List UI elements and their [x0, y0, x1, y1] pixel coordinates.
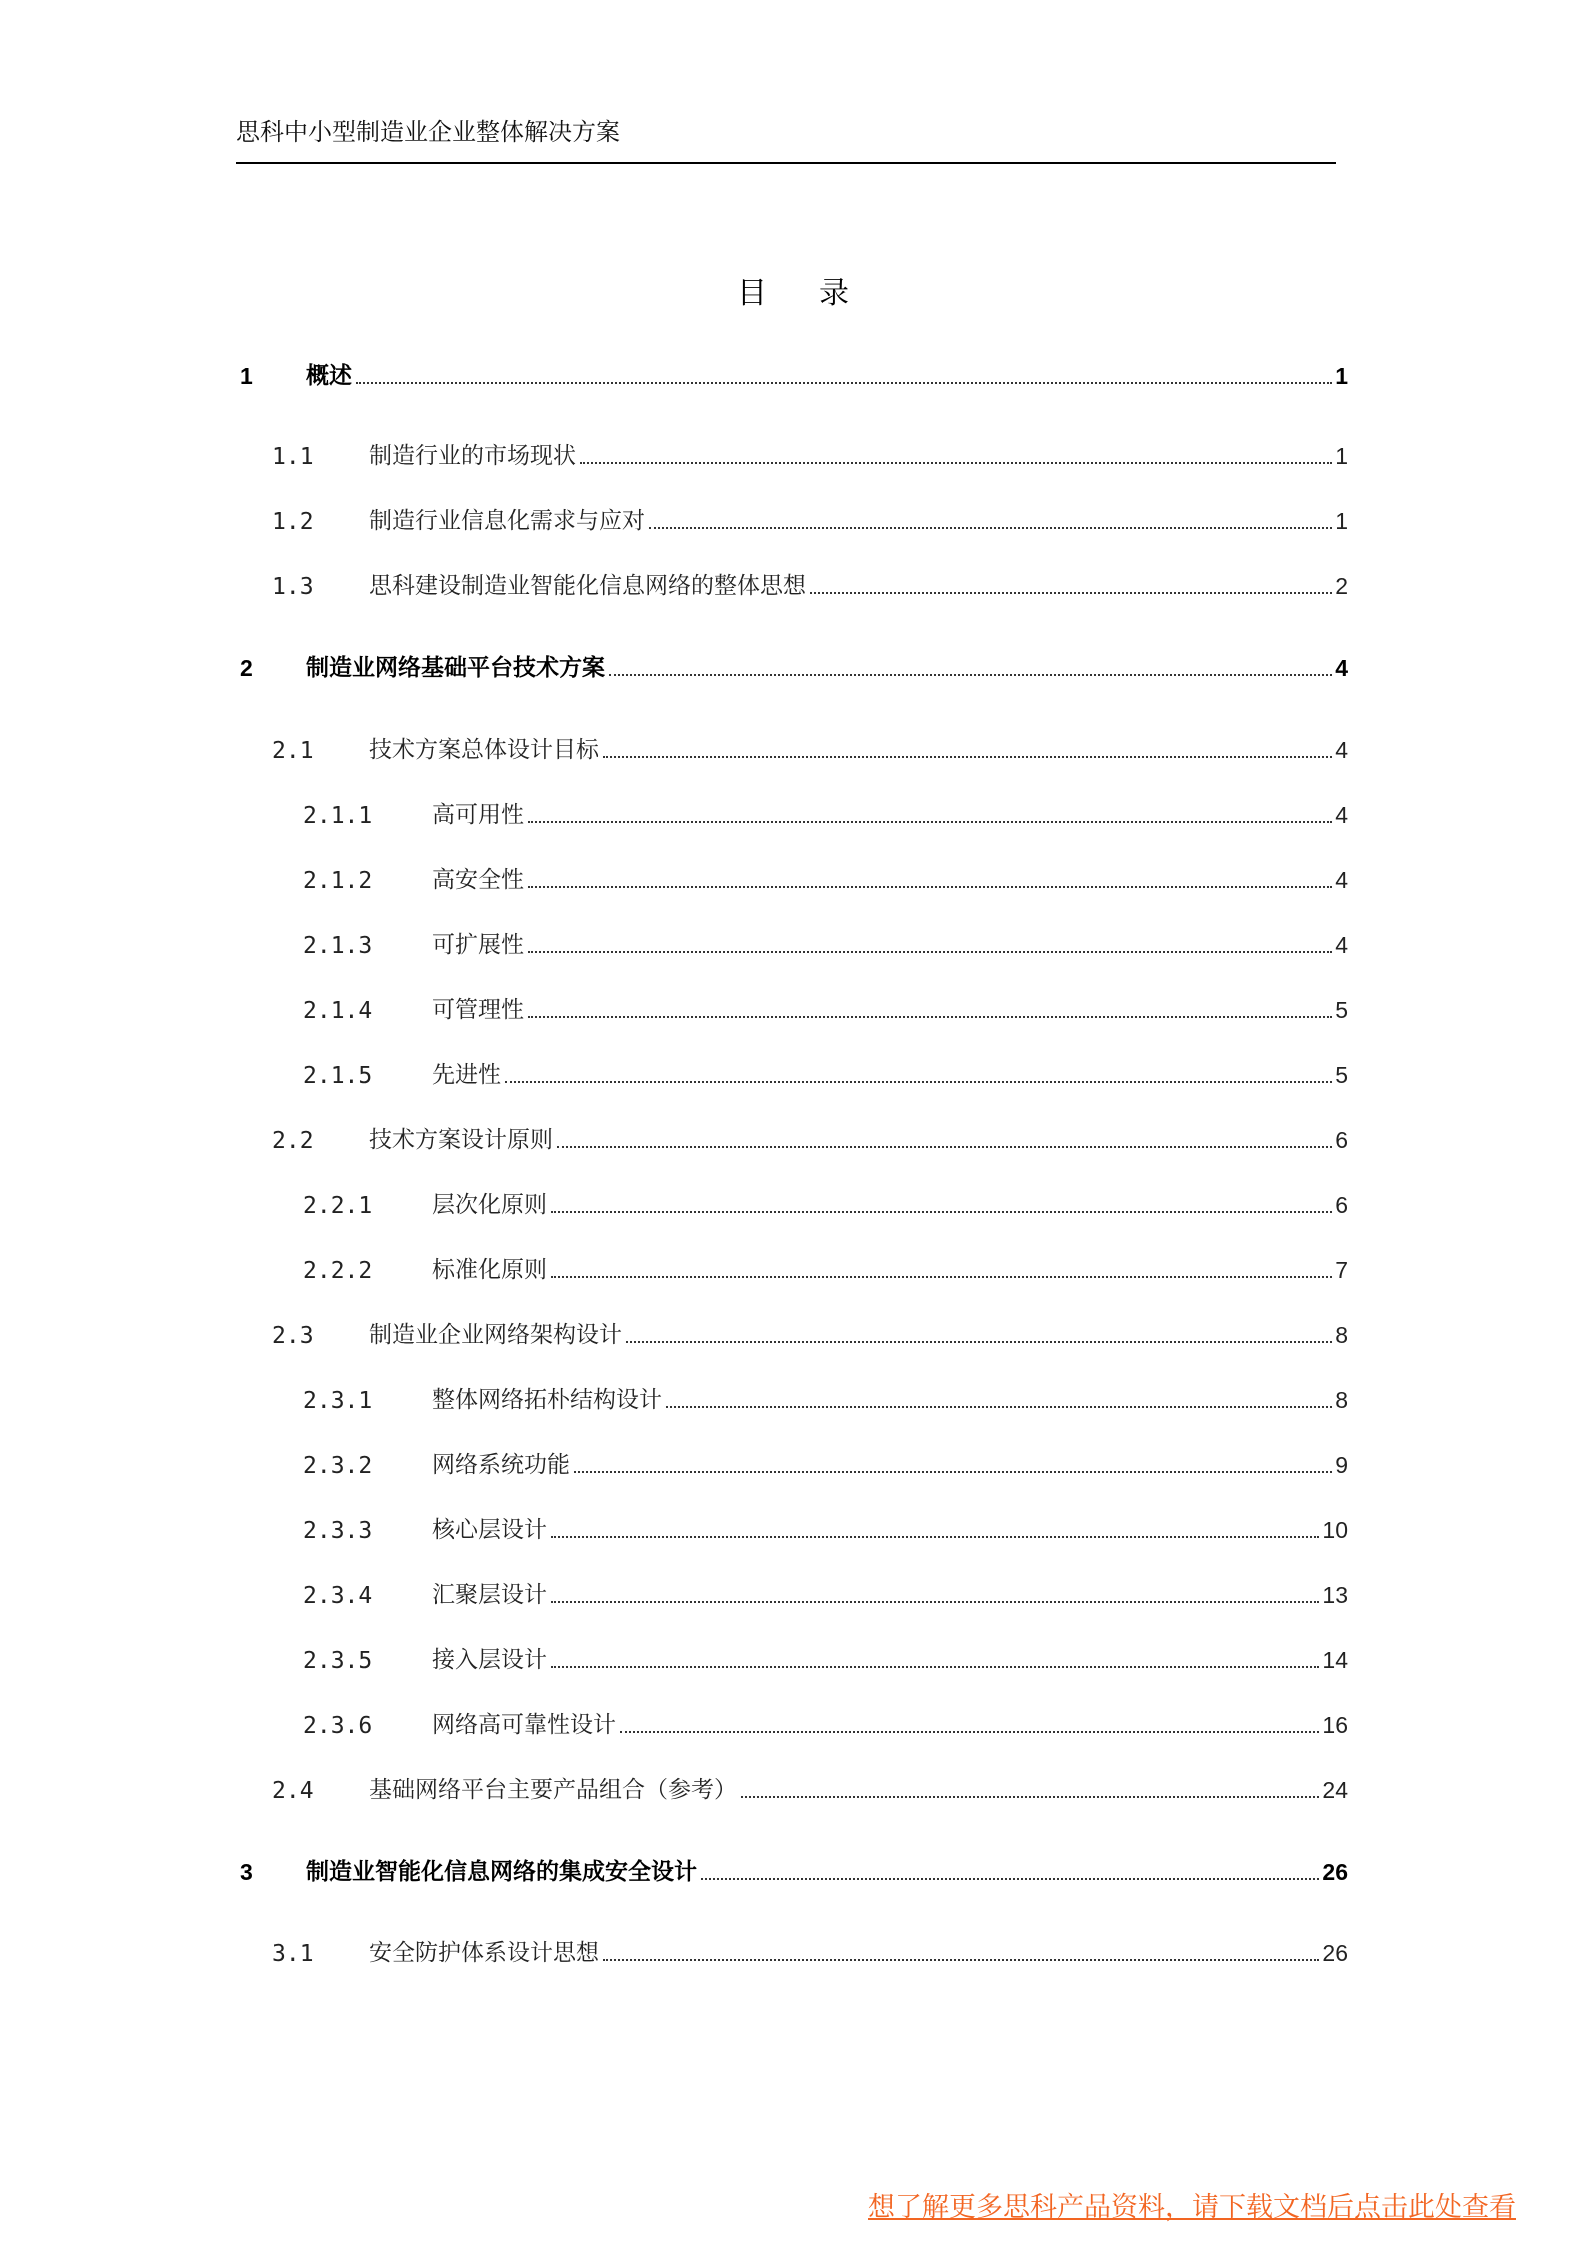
toc-entry-label[interactable]: 层次化原则	[432, 1192, 547, 1218]
toc-entry-page: 7	[1335, 1257, 1348, 1283]
toc-entry-number: 2.1.2	[303, 868, 373, 894]
dot-leader	[528, 1015, 1332, 1018]
dot-leader	[505, 1080, 1332, 1083]
toc-entry-label[interactable]: 技术方案总体设计目标	[369, 737, 599, 763]
dot-leader	[620, 1730, 1319, 1733]
toc-entry[interactable]	[236, 732, 1348, 766]
toc-entry-label[interactable]: 制造行业的市场现状	[369, 443, 576, 469]
toc-entry-page: 13	[1322, 1582, 1348, 1608]
toc-entry-page: 14	[1322, 1647, 1348, 1673]
toc-entry[interactable]	[236, 1057, 1348, 1091]
toc-entry-page: 1	[1335, 508, 1348, 534]
toc-entry[interactable]	[236, 1122, 1348, 1156]
toc-entry-body	[369, 1771, 1348, 1804]
toc-entry-label[interactable]: 标准化原则	[432, 1257, 547, 1283]
dot-leader	[603, 755, 1332, 758]
dot-leader	[649, 526, 1332, 529]
toc-entry-number: 1.3	[272, 574, 314, 600]
toc-entry[interactable]	[236, 1512, 1348, 1546]
toc-entry-page: 4	[1335, 867, 1348, 893]
dot-leader	[528, 950, 1332, 953]
toc-entry[interactable]	[236, 1577, 1348, 1611]
toc-entry-page: 5	[1335, 997, 1348, 1023]
toc-entry[interactable]	[236, 1187, 1348, 1221]
toc-entry-body	[369, 1121, 1348, 1154]
toc-entry-label[interactable]: 整体网络拓朴结构设计	[432, 1387, 662, 1413]
download-promo-link[interactable]: 想了解更多思科产品资料，请下载文档后点击此处查看	[868, 2192, 1516, 2223]
dot-leader	[701, 1877, 1319, 1880]
toc-entry-body	[432, 1381, 1348, 1414]
toc-entry-number: 2.1.5	[303, 1063, 373, 1089]
dot-leader	[551, 1600, 1319, 1603]
toc-entry-page: 5	[1335, 1062, 1348, 1088]
toc-entry-label[interactable]: 可管理性	[432, 997, 524, 1023]
toc-entry-page: 24	[1322, 1777, 1348, 1803]
toc-entry-label[interactable]: 高安全性	[432, 867, 524, 893]
toc-entry[interactable]	[236, 568, 1348, 602]
toc-entry-number: 2.3.3	[303, 1518, 373, 1544]
toc-entry-body	[306, 357, 1348, 390]
toc-entry-page: 1	[1335, 363, 1348, 389]
toc-entry[interactable]	[236, 650, 1348, 684]
toc-entry[interactable]	[236, 1707, 1348, 1741]
toc-entry-body	[369, 1934, 1348, 1967]
toc-entry-number: 2.1.4	[303, 998, 373, 1024]
toc-entry-number: 1.1	[272, 444, 314, 470]
dot-leader	[528, 885, 1332, 888]
toc-entry-body	[432, 926, 1348, 959]
dot-leader	[741, 1795, 1319, 1798]
dot-leader	[551, 1535, 1319, 1538]
dot-leader	[574, 1470, 1332, 1473]
toc-entry[interactable]	[236, 1252, 1348, 1286]
toc-entry[interactable]	[236, 1317, 1348, 1351]
toc-title	[0, 268, 1586, 312]
toc-entry-number: 2.1.1	[303, 803, 373, 829]
toc-entry[interactable]	[236, 1447, 1348, 1481]
toc-entry-number: 2.1.3	[303, 933, 373, 959]
toc-entry-body	[369, 437, 1348, 470]
toc-entry[interactable]	[236, 1935, 1348, 1969]
toc-entry-body	[306, 1853, 1348, 1886]
toc-entry-page: 6	[1335, 1127, 1348, 1153]
dot-leader	[551, 1275, 1332, 1278]
toc-entry-page: 26	[1322, 1940, 1348, 1966]
toc-entry[interactable]	[236, 927, 1348, 961]
toc-entry-number: 2.1	[272, 738, 314, 764]
toc-entry-label[interactable]: 可扩展性	[432, 932, 524, 958]
toc-entry-body	[432, 1511, 1348, 1544]
toc-entry-label[interactable]: 制造业网络基础平台技术方案	[306, 655, 605, 681]
toc-entry-body	[432, 1446, 1348, 1479]
dot-leader	[551, 1665, 1319, 1668]
toc-entry-label[interactable]: 安全防护体系设计思想	[369, 1940, 599, 1966]
toc-entry-body	[369, 567, 1348, 600]
toc-entry-label[interactable]: 高可用性	[432, 802, 524, 828]
toc-entry-label[interactable]: 制造业智能化信息网络的集成安全设计	[306, 1859, 697, 1885]
toc-entry[interactable]	[236, 1854, 1348, 1888]
toc-entry[interactable]	[236, 503, 1348, 537]
toc-entry[interactable]	[236, 1642, 1348, 1676]
toc-entry-number: 2.2.2	[303, 1258, 373, 1284]
toc-title-char-1: 目	[737, 276, 767, 311]
dot-leader	[580, 461, 1332, 464]
toc-entry[interactable]	[236, 1382, 1348, 1416]
toc-entry-label[interactable]: 概述	[306, 363, 352, 389]
toc-entry-number: 1.2	[272, 509, 314, 535]
toc-entry-number: 2.2.1	[303, 1193, 373, 1219]
toc-entry[interactable]	[236, 992, 1348, 1026]
toc-entry-number: 2.3.1	[303, 1388, 373, 1414]
toc-entry-label[interactable]: 制造业企业网络架构设计	[369, 1322, 622, 1348]
toc-entry-page: 9	[1335, 1452, 1348, 1478]
toc-entry-number: 2.3.6	[303, 1713, 373, 1739]
toc-entry-body	[432, 991, 1348, 1024]
dot-leader	[626, 1340, 1332, 1343]
toc-entry-number: 2.4	[272, 1778, 314, 1804]
toc-entry-body	[432, 1641, 1348, 1674]
toc-entry-body	[432, 1576, 1348, 1609]
toc-entry-body	[432, 1251, 1348, 1284]
toc-entry-label[interactable]: 思科建设制造业智能化信息网络的整体思想	[369, 573, 806, 599]
document-header-title: 思科中小型制造业企业整体解决方案	[236, 118, 620, 146]
toc-entry-page: 6	[1335, 1192, 1348, 1218]
toc-entry-number: 3	[240, 1859, 253, 1885]
toc-entry[interactable]	[236, 438, 1348, 472]
toc-entry-label[interactable]: 汇聚层设计	[432, 1582, 547, 1608]
toc-entry-number: 2.3.5	[303, 1648, 373, 1674]
toc-entry-page: 4	[1335, 932, 1348, 958]
toc-entry-page: 26	[1322, 1859, 1348, 1885]
toc-entry-number: 3.1	[272, 1941, 314, 1967]
toc-entry-page: 16	[1322, 1712, 1348, 1738]
toc-entry-label[interactable]: 网络高可靠性设计	[432, 1712, 616, 1738]
toc-entry-number: 2	[240, 655, 253, 681]
toc-entry-body	[432, 1056, 1348, 1089]
toc-entry-body	[369, 1316, 1348, 1349]
toc-entry[interactable]	[236, 358, 1348, 392]
toc-entry-label[interactable]: 制造行业信息化需求与应对	[369, 508, 645, 534]
toc-entry-page: 10	[1322, 1517, 1348, 1543]
toc-entry-number: 2.3.2	[303, 1453, 373, 1479]
toc-entry-body	[306, 649, 1348, 682]
toc-entry-page: 1	[1335, 443, 1348, 469]
toc-entry-label[interactable]: 先进性	[432, 1062, 501, 1088]
toc-entry-body	[432, 796, 1348, 829]
toc-entry-label[interactable]: 接入层设计	[432, 1647, 547, 1673]
header-divider	[236, 162, 1336, 164]
toc-entry[interactable]	[236, 862, 1348, 896]
toc-entry-page: 8	[1335, 1387, 1348, 1413]
toc-entry-body	[369, 731, 1348, 764]
dot-leader	[551, 1210, 1332, 1213]
toc-entry-body	[432, 861, 1348, 894]
toc-entry-number: 1	[240, 363, 253, 389]
toc-entry-page: 8	[1335, 1322, 1348, 1348]
toc-entry-body	[369, 502, 1348, 535]
toc-title-char-2: 录	[819, 276, 849, 311]
toc-entry-page: 4	[1335, 737, 1348, 763]
toc-entry[interactable]	[236, 1772, 1348, 1806]
toc-entry-number: 2.3	[272, 1323, 314, 1349]
dot-leader	[356, 381, 1332, 384]
dot-leader	[609, 673, 1332, 676]
toc-entry-page: 4	[1335, 655, 1348, 681]
toc-entry-body	[432, 1706, 1348, 1739]
toc-entry-number: 2.2	[272, 1128, 314, 1154]
dot-leader	[810, 591, 1332, 594]
dot-leader	[603, 1958, 1319, 1961]
toc-entry-page: 2	[1335, 573, 1348, 599]
toc-entry-body	[432, 1186, 1348, 1219]
toc-entry[interactable]	[236, 797, 1348, 831]
toc-entry-label[interactable]: 基础网络平台主要产品组合（参考）	[369, 1777, 737, 1803]
toc-entry-number: 2.3.4	[303, 1583, 373, 1609]
dot-leader	[557, 1145, 1332, 1148]
toc-entry-label[interactable]: 核心层设计	[432, 1517, 547, 1543]
toc-entry-label[interactable]: 技术方案设计原则	[369, 1127, 553, 1153]
dot-leader	[528, 820, 1332, 823]
toc-entry-page: 4	[1335, 802, 1348, 828]
toc-entry-label[interactable]: 网络系统功能	[432, 1452, 570, 1478]
dot-leader	[666, 1405, 1332, 1408]
